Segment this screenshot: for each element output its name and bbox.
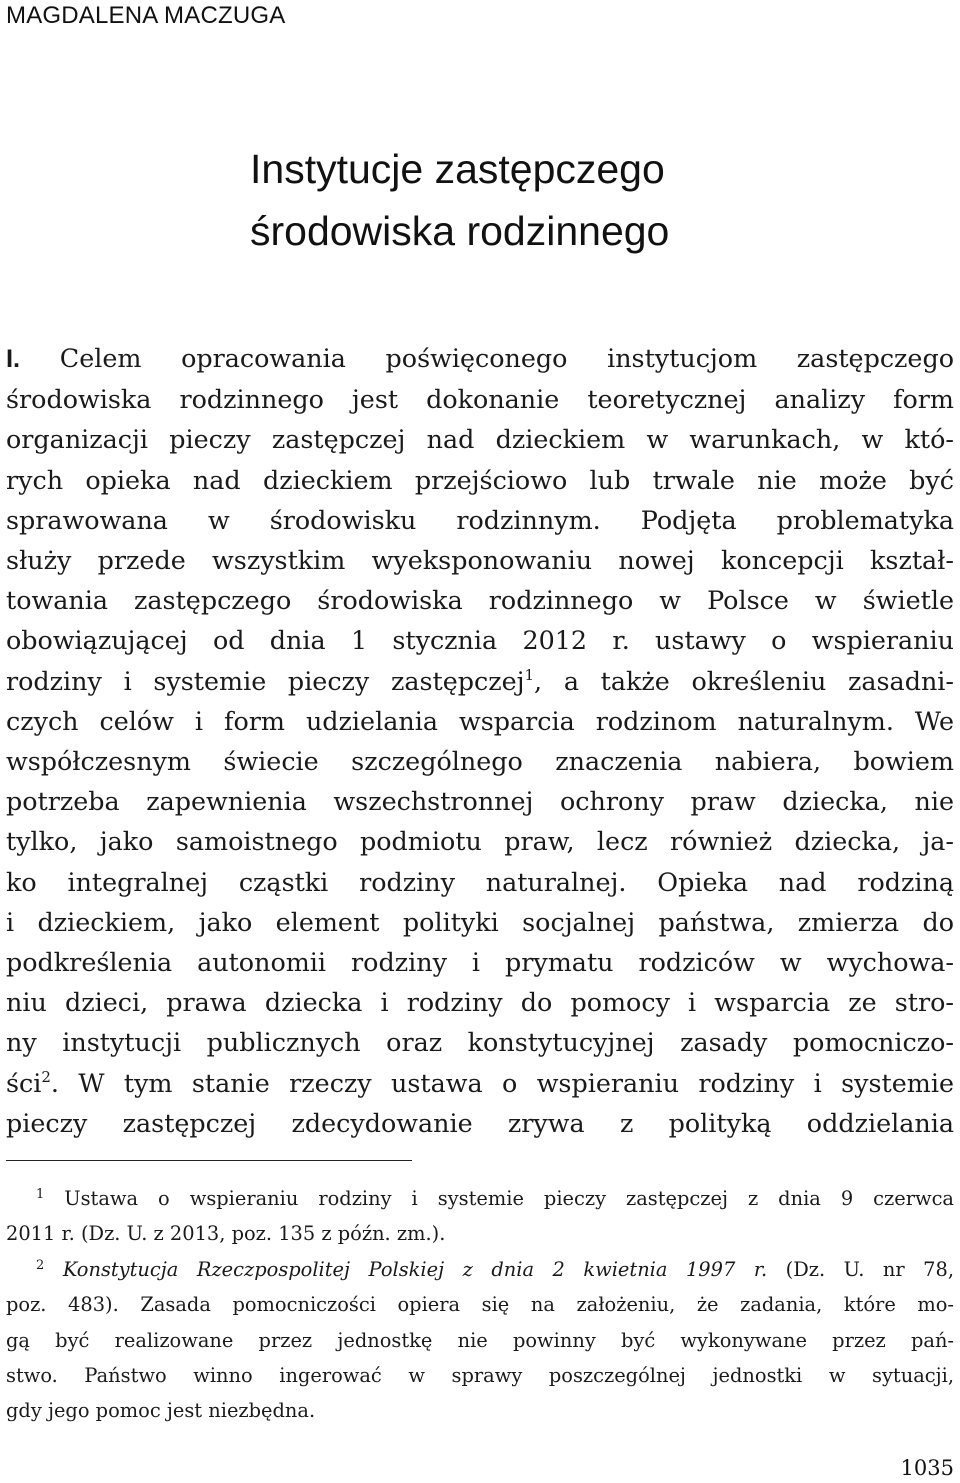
body-line: niu dzieci, prawa dziecka i rodziny do pomocy i wsparcia ze stro- (6, 987, 954, 1018)
footnote-2-line: stwo. Państwo winno ingerować w sprawy poszczególnej jednostki w sytuacji, (6, 1364, 954, 1388)
body-line: czych celów i form udzielania wsparcia rodzinom naturalnym. We (6, 705, 954, 736)
body-line: towania zastępczego środowiska rodzinnego w Polsce w świetle (6, 585, 954, 616)
body-line: i dzieckiem, jako element polityki socjalnej państwa, zmierza do (6, 906, 954, 937)
body-line: pieczy zastępczej zdecydowanie zrywa z polityką oddzielania (6, 1107, 954, 1138)
footnote-reference-2[interactable]: 2 (41, 1067, 51, 1086)
footnote-1-line: 2011 r. (Dz. U. z 2013, poz. 135 z późn. zm.). (6, 1222, 446, 1246)
body-line: obowiązującej od dnia 1 stycznia 2012 r. ustawy o wspieraniu (6, 625, 954, 656)
chapter-title (250, 138, 810, 262)
footnote-1-number: 1 (36, 1187, 45, 1202)
body-line: tylko, jako samoistnego podmiotu praw, lecz również dziecka, ja- (6, 826, 954, 857)
chapter-title-line-2: środowiska rodzinnego (250, 208, 670, 254)
footnote-2-line: $^2$ Konstytucja Rzeczpospolitej Polskiej z dnia 2 kwietnia 1997 r. (Dz. U. nr 78, (36, 1257, 955, 1281)
body-line: środowiska rodzinnego jest dokonanie teoretycznej analizy form (6, 384, 954, 415)
footnote-2-line: gdy jego pomoc jest niezbędna. (6, 1399, 316, 1423)
body-line: współczesnym świecie szczególnego znaczenia nabiera, bowiem (6, 746, 954, 777)
body-line: sprawowana w środowisku rodzinnym. Podjęta problematyka (6, 504, 954, 535)
page-number: 1035 (900, 1456, 954, 1480)
body-line: rodziny i systemie pieczy zastępczej$^1$, a także określeniu zasadni- (6, 665, 954, 696)
running-header-author: MAGDALENA MACZUGA (6, 2, 286, 29)
footnote-reference-1[interactable]: 1 (524, 665, 535, 684)
body-line: organizacji pieczy zastępczej nad dzieckiem w warunkach, w któ- (6, 424, 954, 455)
body-line: potrzeba zapewnienia wszechstronnej ochrony praw dziecka, nie (6, 786, 954, 817)
body-line: ści$^2$. W tym stanie rzeczy ustawa o wspieraniu rodziny i systemie (6, 1067, 954, 1098)
section-number: I. (6, 345, 21, 373)
chapter-title-line-1: Instytucje zastępczego (250, 146, 665, 192)
footnotes (6, 1181, 954, 1429)
footnote-2-line: poz. 483). Zasada pomocniczości opiera się na założeniu, że zadania, które mo- (6, 1293, 954, 1317)
footnote-2-citation: Konstytucja Rzeczpospolitej Polskiej z dnia 2 kwietnia 1997 r. (62, 1257, 768, 1281)
body-line: ko integralnej cząstki rodziny naturalnej. Opieka nad rodziną (6, 866, 954, 897)
footnote-2-line: gą być realizowane przez jednostkę nie powinny być wykonywane przez pań- (6, 1328, 954, 1352)
body-paragraph (6, 338, 954, 1143)
body-line: ny instytucji publicznych oraz konstytucyjnej zasady pomocniczo- (6, 1027, 954, 1058)
body-line: rych opieka nad dzieckiem przejściowo lub trwale nie może być (6, 464, 954, 495)
body-line: podkreślenia autonomii rodziny i prymatu rodziców w wychowa- (6, 947, 954, 978)
footnote-2-number: 2 (36, 1257, 45, 1273)
body-line: I. Celem opracowania poświęconego instytucjom zastępczego (6, 343, 954, 373)
footnote-1-line: $^1$ Ustawa o wspieraniu rodziny i systemie pieczy zastępczej z dnia 9 czerwca (36, 1187, 954, 1210)
body-line: służy przede wszystkim wyeksponowaniu nowej koncepcji kształ- (6, 545, 954, 576)
footnote-separator (6, 1160, 412, 1161)
